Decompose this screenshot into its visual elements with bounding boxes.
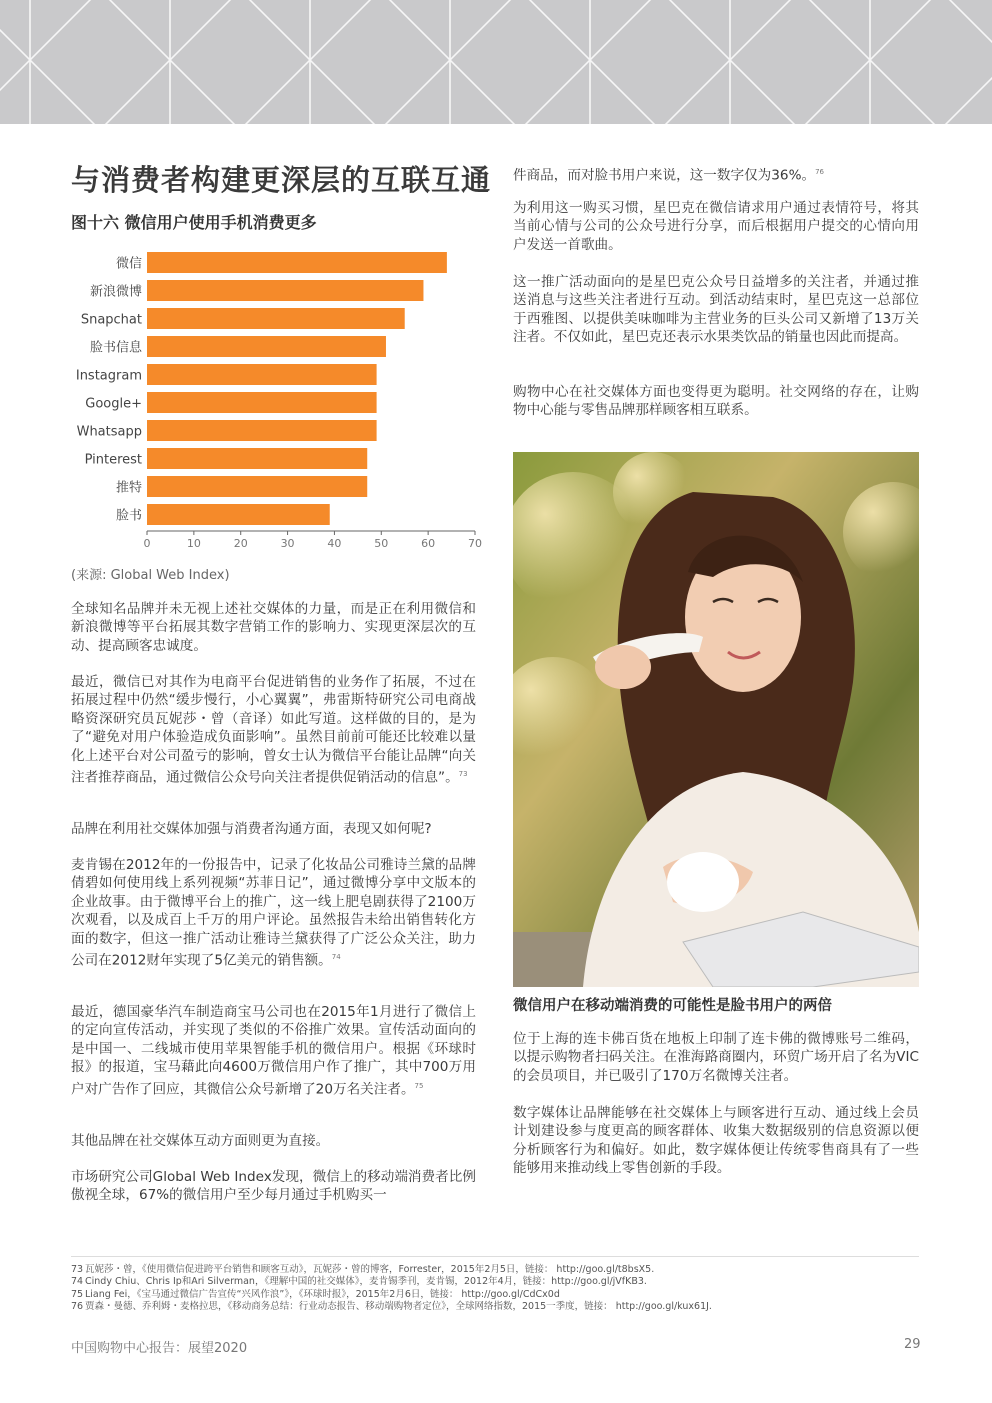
footnote-divider (71, 1256, 919, 1257)
paragraph-wechat-ecommerce (71, 673, 476, 787)
category-label: Snapchat (80, 312, 142, 328)
bar-2 (147, 308, 405, 329)
figure-title: 图十六 微信用户使用手机消费更多 (71, 213, 317, 232)
paragraph-lane-crawford: 位于上海的连卡佛百货在地板上印制了连卡佛的微博账号二维码，以提示购物者扫码关注。在淮海路商圈内，环贸广场开启了名为VIC的会员项目，并已吸引了170万名微博关注者。 (513, 1031, 919, 1084)
bar-6 (147, 420, 377, 441)
paragraph-starbucks-result: 这一推广活动面向的是星巴克公众号日益增多的关注者，并通过推送消息与这些关注者进行互动。到活动结束时，星巴克这一总部位于西雅图、以提供美味咖啡为主营业务的巨头公司又新增了13万关注者。不仅如此，星巴克还表示水果类饮品的销量也因此而提高。 (513, 274, 919, 346)
category-label: Instagram (75, 368, 142, 384)
footnote-ref: 76 (815, 168, 825, 176)
category-label: 脸书 (115, 508, 142, 524)
paragraph-direct: 其他品牌在社交媒体互动方面则更为直接。 (71, 1133, 330, 1149)
footnote-ref: 75 (414, 1081, 424, 1090)
paragraph-mckinsey (71, 856, 476, 970)
photo-illustration (513, 452, 919, 987)
x-tick-label: 60 (421, 537, 436, 550)
footnote-ref: 73 (458, 770, 468, 779)
bar-0 (147, 252, 447, 273)
footnote-ref: 74 (331, 953, 341, 962)
page-number: 29 (904, 1337, 921, 1352)
paragraph-question: 品牌在利用社交媒体加强与消费者沟通方面，表现又如何呢? (71, 821, 432, 837)
x-tick-label: 0 (143, 537, 151, 550)
header-banner (0, 0, 992, 124)
bar-4 (147, 364, 377, 385)
lattice-pattern (0, 0, 992, 124)
paragraph-text: 最近，德国豪华汽车制造商宝马公司也在2015年1月进行了微信上的定向宣传活动，并实现了类似的不俗推广效果。宣传活动面向的是中国一、二线城市使用苹果智能手机的微信用户。根据《环球时报》的报道，宝马藉此向4600万微信用户作了推广，其中700万用户对广告作了回应，其微信公众号新增了20万名关注者。 (71, 1004, 476, 1098)
paragraph-starbucks: 为利用这一购买习惯，星巴克在微信请求用户通过表情符号，将其当前心情与公司的公众号进行分享，而后根据用户提交的心情向用户发送一首歌曲。 (513, 200, 919, 253)
paragraph-bmw (71, 1003, 476, 1099)
x-tick-label: 50 (374, 537, 389, 550)
category-label: 新浪微博 (89, 284, 142, 300)
bar-7 (147, 448, 367, 469)
photo-woman-with-phone (513, 452, 919, 987)
paragraph-digital-media: 数字媒体让品牌能够在社交媒体上与顾客进行互动、通过线上会员计划建设参与度更高的顾客群体、收集大数据级别的信息资源以便分析顾客行为和偏好。如此，数字媒体便让传统零售商具有了一些能够用来推动线上零售创新的手段。 (513, 1105, 919, 1177)
page-title: 与消费者构建更深层的互联互通 (71, 163, 492, 197)
bar-8 (147, 476, 367, 497)
category-label: 微信 (115, 256, 142, 272)
paragraph-intro: 全球知名品牌并未无视上述社交媒体的力量，而是正在利用微信和新浪微博等平台拓展其数字营销工作的影响力、实现更深层次的互动、提高顾客忠诚度。 (71, 601, 476, 654)
footnote-76: 76 贾森・曼德、乔利姆・麦格拉思，《移动商务总结：行业动态报告、移动端购物者定位》，全球网络指数，2015一季度，链接： http://goo.gl/kux61J. (71, 1301, 712, 1312)
footnote-75: 75 Liang Fei，《宝马通过微信广告宣传“兴风作浪”》，《环球时报》，2015年2月6日，链接： http://goo.gl/CdCx0d (71, 1289, 560, 1300)
category-label: 脸书信息 (89, 340, 142, 356)
footnote-73: 73 瓦妮莎・曾，《使用微信促进跨平台销售和顾客互动》，瓦妮莎・曾的博客，Forrester，2015年2月5日，链接： http://goo.gl/t8bsX5. (71, 1264, 655, 1275)
paragraph-text: 件商品，而对脸书用户来说，这一数字仅为36%。 (513, 167, 816, 184)
bar-5 (147, 392, 377, 413)
footer-report-title: 中国购物中心报告：展望2020 (71, 1341, 248, 1356)
x-tick-label: 20 (233, 537, 248, 550)
footnote-74: 74 Cindy Chiu、Chris Ip和Ari Silverman，《理解中国的社交媒体》，麦肯锡季刊，麦肯锡，2012年4月，链接：http://goo.gl/jVfKB3. (71, 1276, 647, 1287)
paragraph-text: 麦肯锡在2012年的一份报告中，记录了化妆品公司雅诗兰黛的品牌倩碧如何使用线上系列视频“苏菲日记”，通过微博分享中文版本的企业故事。由于微博平台上的推广，这一线上肥皂剧获得了2100万次观看，以及成百上千万的用户评论。虽然报告未给出销售转化方面的数字，但这一推广活动让雅诗兰黛获得了广泛公众关注，助力公司在2012财年实现了5亿美元的销售额。 (71, 857, 476, 969)
category-label: Whatsapp (76, 424, 142, 440)
category-label: 推特 (115, 480, 142, 496)
x-tick-label: 40 (327, 537, 342, 550)
x-tick-label: 70 (468, 537, 482, 550)
bar-9 (147, 504, 330, 525)
chart-source: (来源: Global Web Index) (71, 568, 230, 583)
x-tick-label: 30 (280, 537, 295, 550)
bar-3 (147, 336, 386, 357)
paragraph-text: 最近，微信已对其作为电商平台促进销售的业务作了拓展，不过在拓展过程中仍然“缓步慢行，小心翼翼”，弗雷斯特研究公司电商战略资深研究员瓦妮莎・曾（音译）如此写道。这样做的目的，是为了“避免对用户体验造成负面影响”。虽然目前前可能还比较难以量化上述平台对公司盈亏的影响，曾女士认为微信平台能让品牌“向关注者推荐商品，通过微信公众号向关注者提供促销活动的信息”。 (71, 674, 476, 786)
photo-caption: 微信用户在移动端消费的可能性是脸书用户的两倍 (513, 998, 832, 1014)
bar-1 (147, 280, 423, 301)
bar-chart (72, 248, 482, 560)
paragraph-malls: 购物中心在社交媒体方面也变得更为聪明。社交网络的存在，让购物中心能与零售品牌那样顾客相互联系。 (513, 384, 919, 419)
paragraph-globalwebindex: 市场研究公司Global Web Index发现，微信上的移动端消费者比例傲视全球，67%的微信用户至少每月通过手机购买一 (71, 1169, 476, 1204)
x-tick-label: 10 (186, 537, 201, 550)
category-label: Pinterest (84, 452, 142, 468)
category-label: Google+ (85, 396, 142, 412)
paragraph-continued (513, 163, 919, 185)
